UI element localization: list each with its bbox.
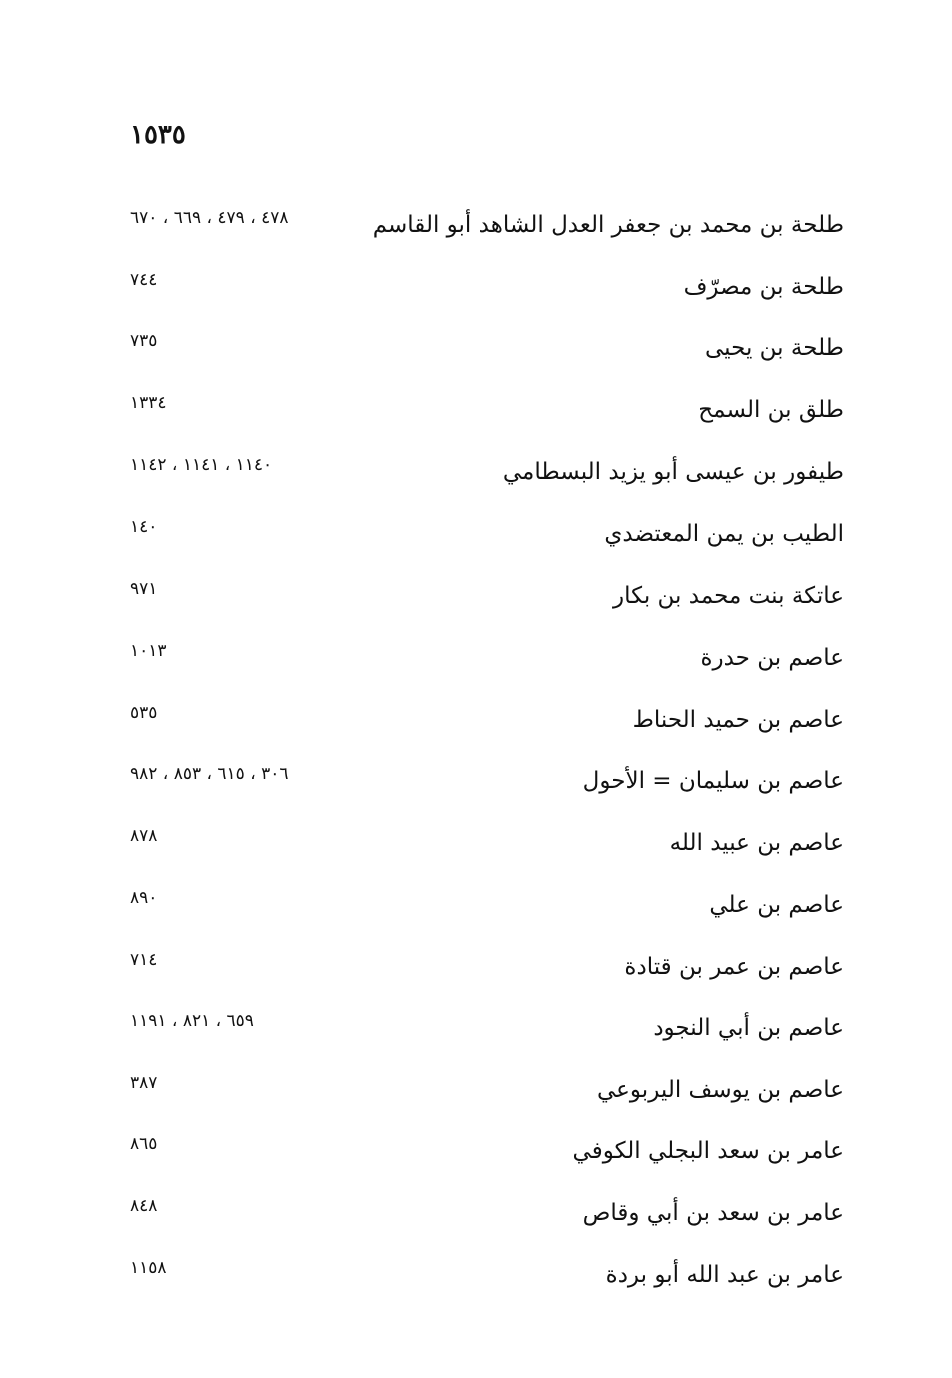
entry-page-refs: ٧١٤ <box>130 950 158 970</box>
entry-name: عاصم بن عبيد الله <box>669 830 844 856</box>
index-entry <box>0 1066 952 1114</box>
entry-name: طلحة بن يحيى <box>705 335 844 361</box>
entry-page-refs: ٤٧٨ ، ٤٧٩ ، ٦٦٩ ، ٦٧٠ <box>130 208 289 228</box>
entry-name: طلحة بن محمد بن جعفر العدل الشاهد أبو القاسم <box>372 212 844 238</box>
entry-page-refs: ٧٣٥ <box>130 331 158 351</box>
entry-name: عاصم بن علي <box>709 892 844 918</box>
index-entry <box>0 572 952 620</box>
entry-name: عامر بن سعد بن أبي وقاص <box>582 1200 844 1226</box>
entry-name: عامر بن عبد الله أبو بردة <box>605 1262 844 1288</box>
entry-name: عاصم بن أبي النجود <box>653 1015 844 1041</box>
entry-name: عاصم بن حميد الحناط <box>632 707 844 733</box>
entry-page-refs: ٧٤٤ <box>130 270 158 290</box>
entry-page-refs: ١١٤٠ ، ١١٤١ ، ١١٤٢ <box>130 455 273 475</box>
entry-name: عاصم بن سليمان = الأحول <box>582 768 844 794</box>
index-entry <box>0 448 952 496</box>
entry-name: طيفور بن عيسى أبو يزيد البسطامي <box>502 459 844 485</box>
index-entry <box>0 201 952 249</box>
index-entry <box>0 1127 952 1175</box>
index-entry <box>0 1251 952 1299</box>
entry-page-refs: ٣٨٧ <box>130 1073 158 1093</box>
entry-name: عامر بن سعد البجلي الكوفي <box>572 1138 844 1164</box>
entry-page-refs: ٨٩٠ <box>130 888 158 908</box>
entry-page-refs: ١٤٠ <box>130 517 158 537</box>
index-entry <box>0 324 952 372</box>
entry-page-refs: ٨٤٨ <box>130 1196 158 1216</box>
index-entry <box>0 1004 952 1052</box>
entry-page-refs: ١٣٣٤ <box>130 393 167 413</box>
entry-page-refs: ١١٥٨ <box>130 1258 167 1278</box>
entry-name: عاصم بن عمر بن قتادة <box>624 954 844 980</box>
index-entry <box>0 386 952 434</box>
index-entry <box>0 819 952 867</box>
entry-page-refs: ١٠١٣ <box>130 641 167 661</box>
entry-name: طلق بن السمح <box>698 397 844 423</box>
entry-name: الطيب بن يمن المعتضدي <box>604 521 844 547</box>
index-entry <box>0 696 952 744</box>
index-entry <box>0 943 952 991</box>
entry-page-refs: ٩٧١ <box>130 579 158 599</box>
index-entry <box>0 881 952 929</box>
entry-page-refs: ٥٣٥ <box>130 703 158 723</box>
entry-name: عاصم بن يوسف اليربوعي <box>597 1077 844 1103</box>
entry-page-refs: ٨٦٥ <box>130 1134 158 1154</box>
entry-name: عاتكة بنت محمد بن بكار <box>613 583 844 609</box>
entry-page-refs: ٣٠٦ ، ٦١٥ ، ٨٥٣ ، ٩٨٢ <box>130 764 289 784</box>
index-entry <box>0 510 952 558</box>
index-entry <box>0 1189 952 1237</box>
index-entry <box>0 757 952 805</box>
index-entry <box>0 634 952 682</box>
entry-name: عاصم بن حدرة <box>700 645 844 671</box>
entry-page-refs: ٦٥٩ ، ٨٢١ ، ١١٩١ <box>130 1011 254 1031</box>
page-number: ١٥٣٥ <box>130 120 186 150</box>
index-entry <box>0 263 952 311</box>
entry-name: طلحة بن مصرّف <box>683 274 844 300</box>
entry-page-refs: ٨٧٨ <box>130 826 158 846</box>
